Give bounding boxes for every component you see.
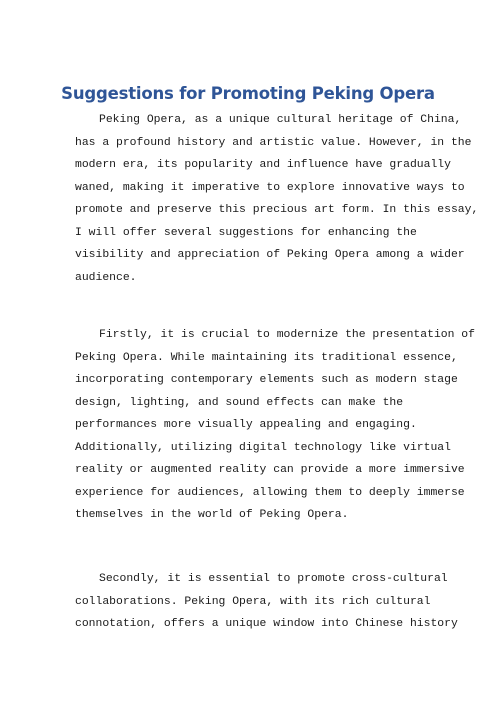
text-line: collaborations. Peking Opera, with its rich cultural — [75, 595, 431, 608]
text-line: themselves in the world of Peking Opera. — [75, 509, 349, 521]
text-line: waned, making it imperative to explore innovative ways to — [75, 181, 465, 194]
text-line: connotation, offers a unique window into Chinese history — [75, 618, 458, 630]
text-line: audience. — [75, 271, 137, 284]
text-line: experience for audiences, allowing them to deeply immerse — [75, 486, 465, 499]
paragraph-firstly — [75, 324, 475, 527]
text-line: Peking Opera, as a unique cultural heritage of China, — [99, 114, 462, 126]
text-line: promote and preserve this precious art form. In this essay, — [75, 204, 479, 216]
text-line: design, lighting, and sound effects can make the — [75, 396, 404, 409]
text-line: Peking Opera. While maintaining its traditional essence, — [75, 351, 458, 364]
text-line: Firstly, it is crucial to modernize the presentation of — [99, 329, 475, 341]
text-line: modern era, its popularity and influence have gradually — [75, 159, 451, 171]
text-line: I will offer several suggestions for enhancing the — [75, 226, 417, 239]
text-line: visibility and appreciation of Peking Opera among a wider — [75, 249, 465, 261]
text-line: incorporating contemporary elements such as modern stage — [75, 374, 458, 386]
text-line: Additionally, utilizing digital technology like virtual — [75, 441, 451, 454]
text-line: has a profound history and artistic value. However, in the — [75, 136, 472, 149]
paragraph-intro — [75, 109, 479, 289]
text-line: performances more visually appealing and engaging. — [75, 419, 417, 431]
document-title: Suggestions for Promoting Peking Opera — [61, 84, 435, 103]
paragraph-secondly — [75, 568, 458, 636]
text-line: reality or augmented reality can provide a more immersive — [75, 464, 465, 476]
text-line: Secondly, it is essential to promote cross-cultural — [99, 573, 448, 585]
